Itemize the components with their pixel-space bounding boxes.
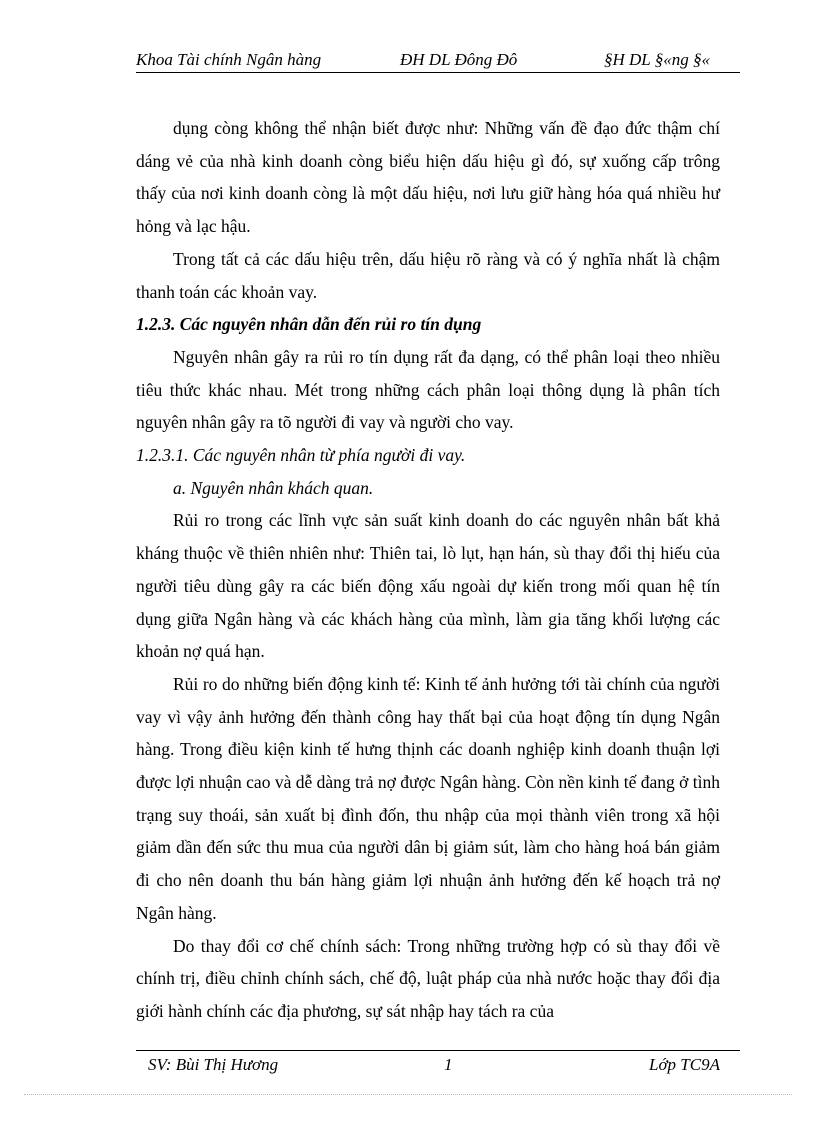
paragraph-economic-risks: Rủi ro do những biến động kinh tế: Kinh tế ảnh hưởng tới tài chính của người vay vì vậy ảnh hưởng đến thành công hay thất bại của hoạt động tín dụng Ngân hàng. Trong điều kiện kinh tế hưng thịnh các doanh nghiệp kinh doanh thuận lợi được lợi nhuận cao và dễ dàng trả nợ được Ngân hàng. Còn nền kinh tế đang ở tình trạng suy thoái, sản xuất bị đình đốn, thu nhập của mọi thành viên trong xã hội giảm dần đến sức thu mua của người dân bị giảm sút, làm cho hàng hoá bán giảm đi cho nên doanh thu bán hàng giảm lợi nhuận ảnh hưởng đến kế hoạch trả nợ Ngân hàng.	[136, 673, 720, 923]
page-bottom-divider	[24, 1094, 792, 1095]
paragraph-late-payment: Trong tất cả các dấu hiệu trên, dấu hiệu rõ ràng và có ý nghĩa nhất là chậm thanh toán các khoản vay.	[136, 248, 720, 302]
section-heading-1-2-3: 1.2.3. Các nguyên nhân dẫn đến rủi ro tín dụng	[136, 314, 482, 335]
page-footer	[136, 1050, 740, 1075]
paragraph-natural-risks: Rủi ro trong các lĩnh vực sản suất kinh doanh do các nguyên nhân bất khả kháng thuộc về thiên nhiên như: Thiên tai, lò lụt, hạn hán, sù thay đổi thị hiếu của người tiêu dùng gây ra các biến động xấu ngoài dự kiến trong mối quan hệ tín dụng giữa Ngân hàng và các khách hàng của mình, làm gia tăng khối lượng các khoản nợ quá hạn.	[136, 510, 720, 662]
header-university-encoded: §H DL §«ng §«	[604, 50, 710, 69]
page-number: 1	[444, 1055, 453, 1074]
footer-class: Lớp TC9A	[649, 1055, 720, 1074]
paragraph-policy-changes: Do thay đổi cơ chế chính sách: Trong những trường hợp có sù thay đổi về chính trị, điều chỉnh chính sách, chế độ, luật pháp của nhà nước hoặc thay đổi địa giới hành chính các địa phương, sự sát nhập hay tách ra của	[136, 935, 720, 1021]
subsection-heading-1-2-3-1: 1.2.3.1. Các nguyên nhân từ phía người đi vay.	[136, 445, 466, 466]
footer-student-name: SV: Bùi Thị Hương	[148, 1055, 279, 1074]
paragraph-signs: dụng còng không thể nhận biết được như: Những vấn đề đạo đức thậm chí dáng vẻ của nhà kinh doanh còng biểu hiện dấu hiệu gì đó, sự xuống cấp trông thấy của nơi kinh doanh còng là một dấu hiệu, nơi lưu giữ hàng hóa quá nhiều hư hỏng và lạc hậu.	[136, 118, 720, 237]
header-university: ĐH DL Đông Đô	[400, 50, 518, 69]
paragraph-causes-intro: Nguyên nhân gây ra rủi ro tín dụng rất đa dạng, có thể phân loại theo nhiều tiêu thức khác nhau. Mét trong những cách phân loại thông dụng là phân tích nguyên nhân gây ra tõ người đi vay và người cho vay.	[136, 346, 720, 433]
subsection-heading-a: a. Nguyên nhân khách quan.	[173, 477, 374, 498]
page-header	[136, 50, 740, 73]
header-faculty: Khoa Tài chính Ngân hàng	[136, 50, 322, 69]
document-body	[136, 112, 720, 1028]
